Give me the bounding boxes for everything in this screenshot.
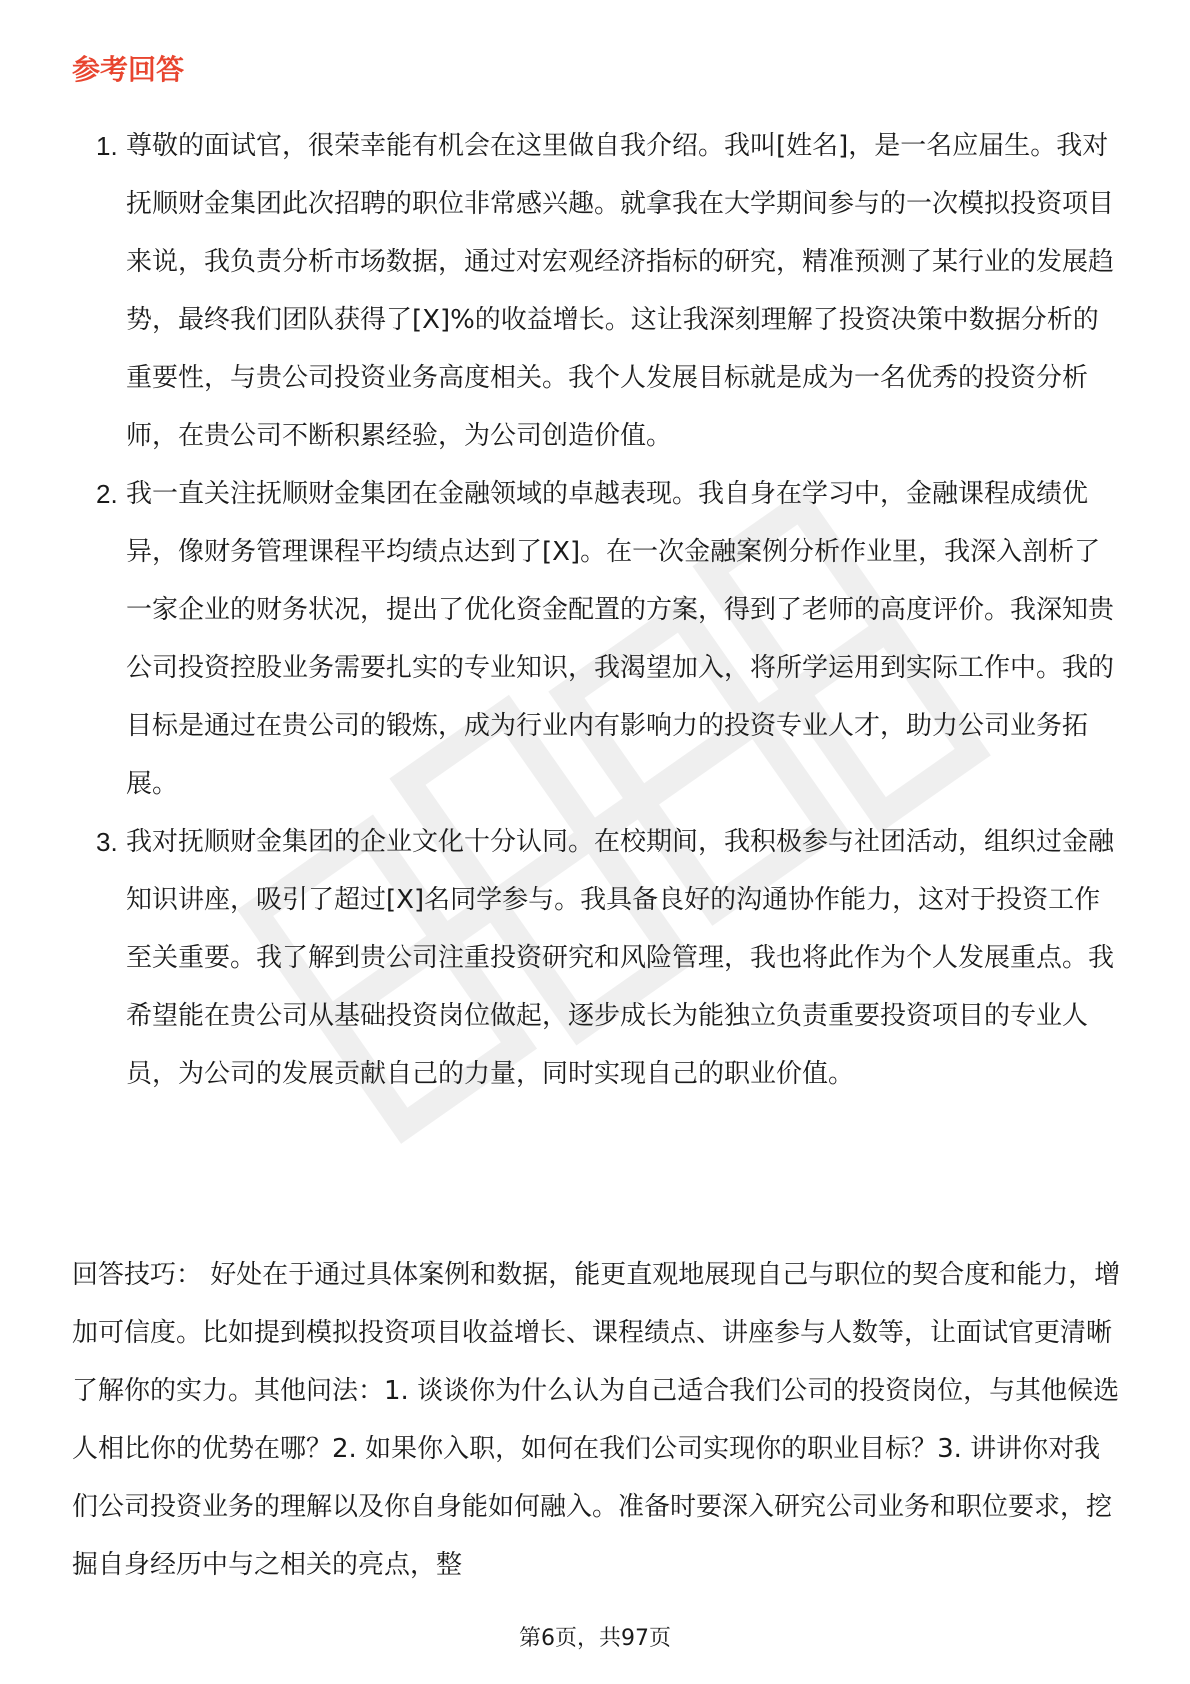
list-item-text: 尊敬的面试官，很荣幸能有机会在这里做自我介绍。我叫[姓名]，是一名应届生。我对抚顺财金集团此次招聘的职位非常感兴趣。就拿我在大学期间参与的一次模拟投资项目来说，我负责分析市场数据，通过对宏观经济指标的研究，精准预测了某行业的发展趋势，最终我们团队获得了[X]%的收益增长。这让我深刻理解了投资决策中数据分析的重要性，与贵公司投资业务高度相关。我个人发展目标就是成为一名优秀的投资分析师，在贵公司不断积累经验，为公司创造价值。 xyxy=(126,131,1115,451)
list-item-text: 我对抚顺财金集团的企业文化十分认同。在校期间，我积极参与社团活动，组织过金融知识讲座，吸引了超过[X]名同学参与。我具备良好的沟通协作能力，这对于投资工作至关重要。我了解到贵公司注重投资研究和风险管理，我也将此作为个人发展重点。我希望能在贵公司从基础投资岗位做起，逐步成长为能独立负责重要投资项目的专业人员，为公司的发展贡献自己的力量，同时实现自己的职业价值。 xyxy=(126,827,1115,1089)
list-item-text: 我一直关注抚顺财金集团在金融领域的卓越表现。我自身在学习中，金融课程成绩优异，像财务管理课程平均绩点达到了[X]。在一次金融案例分析作业里，我深入剖析了一家企业的财务状况，提出了优化资金配置的方案，得到了老师的高度评价。我深知贵公司投资控股业务需要扎实的专业知识，我渴望加入，将所学运用到实际工作中。我的目标是通过在贵公司的锻炼，成为行业内有影响力的投资专业人才，助力公司业务拓展。 xyxy=(126,479,1115,799)
list-item xyxy=(72,465,1117,813)
answer-list xyxy=(72,117,1117,1103)
answer-tips-paragraph: 回答技巧： 好处在于通过具体案例和数据，能更直观地展现自己与职位的契合度和能力，增加可信度。比如提到模拟投资项目收益增长、课程绩点、讲座参与人数等，让面试官更清晰了解你的实力。其他问法：1. 谈谈你为什么认为自己适合我们公司的投资岗位，与其他候选人相比你的优势在哪？2. 如果你入职，如何在我们公司实现你的职业目标？3. 讲讲你对我们公司投资业务的理解以及你自身能如何融入。准备时要深入研究公司业务和职位要求，挖掘自身经历中与之相关的亮点，整 xyxy=(72,1260,1121,1580)
list-item-number: 3. xyxy=(96,827,118,857)
list-item-number: 1. xyxy=(96,131,118,161)
list-item-number: 2. xyxy=(96,479,118,509)
list-item xyxy=(72,117,1117,465)
list-item xyxy=(72,813,1117,1103)
section-title: 参考回答 xyxy=(72,53,185,86)
page-number: 第6页，共97页 xyxy=(519,1626,671,1651)
